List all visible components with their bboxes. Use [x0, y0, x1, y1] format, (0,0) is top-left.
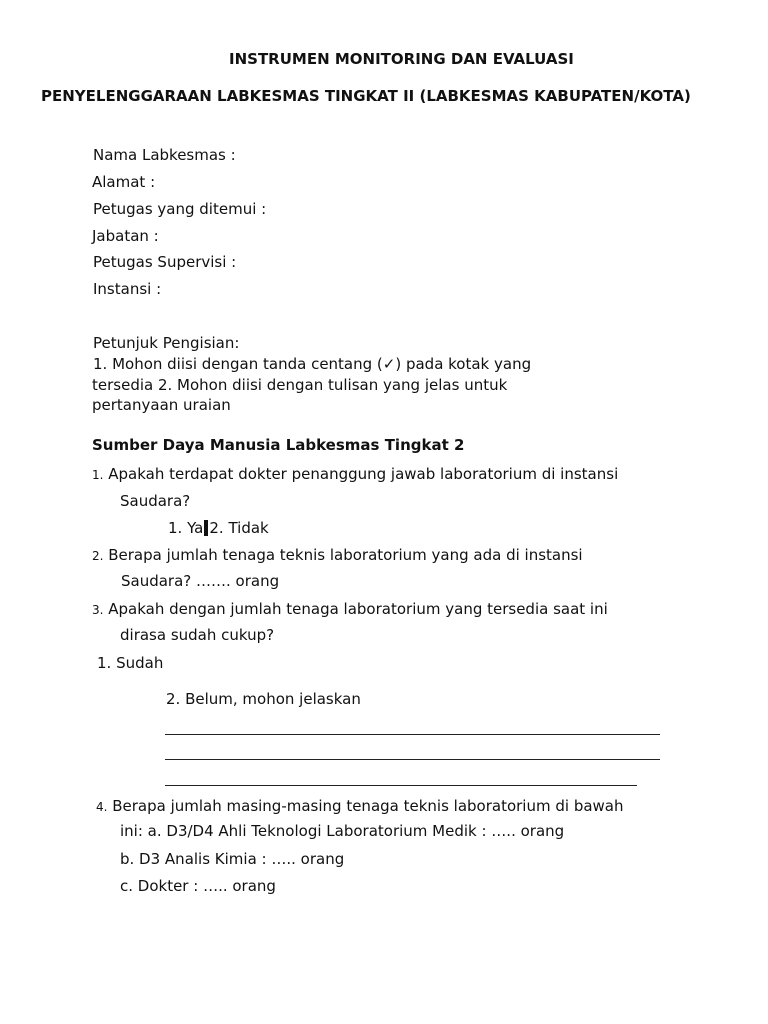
document-subtitle: PENYELENGGARAAN LABKESMAS TINGKAT II (LABKESMAS KABUPATEN/KOTA): [41, 87, 691, 105]
question-text-cont: ini: a. D3/D4 Ahli Teknologi Laboratorium Medik : ….. orang: [120, 822, 565, 840]
question-text-cont: Saudara? ……. orang: [121, 572, 280, 590]
question-text-cont: b. D3 Analis Kimia : ….. orang: [120, 850, 345, 868]
answer-line[interactable]: [165, 759, 660, 760]
question-1-options: [168, 519, 269, 537]
instructions-line: 1. Mohon diisi dengan tanda centang (✓) pada kotak yang: [93, 355, 532, 373]
question-text-cont: Saudara?: [120, 492, 191, 510]
text-cursor: [204, 520, 208, 536]
field-petugas-ditemui: Petugas yang ditemui :: [93, 200, 267, 218]
document-title: INSTRUMEN MONITORING DAN EVALUASI: [229, 50, 574, 68]
field-nama-labkesmas: Nama Labkesmas :: [93, 146, 236, 164]
question-text: Berapa jumlah tenaga teknis laboratorium yang ada di instansi: [108, 546, 583, 564]
question-number: 3.: [92, 603, 104, 617]
option-sudah[interactable]: 1. Sudah: [97, 654, 164, 672]
option-belum[interactable]: 2. Belum, mohon jelaskan: [166, 690, 361, 708]
question-3: [92, 600, 608, 619]
question-2: [92, 546, 583, 565]
option-ya[interactable]: 1. Ya: [168, 519, 204, 537]
field-alamat: Alamat :: [92, 173, 156, 191]
instructions-line: tersedia 2. Mohon diisi dengan tulisan yang jelas untuk: [92, 376, 508, 394]
question-text-cont: c. Dokter : ….. orang: [120, 877, 276, 895]
question-text: Apakah terdapat dokter penanggung jawab laboratorium di instansi: [108, 465, 619, 483]
instructions-heading: Petunjuk Pengisian:: [93, 334, 240, 352]
question-number: 4.: [96, 800, 108, 814]
instructions-line: pertanyaan uraian: [92, 396, 231, 414]
question-4: [96, 797, 624, 816]
option-tidak[interactable]: 2. Tidak: [209, 519, 269, 537]
question-number: 2.: [92, 549, 104, 563]
answer-line[interactable]: [165, 785, 637, 786]
question-1: [92, 465, 618, 484]
answer-line[interactable]: [165, 734, 660, 735]
question-text: Berapa jumlah masing-masing tenaga teknis laboratorium di bawah: [112, 797, 624, 815]
question-text: Apakah dengan jumlah tenaga laboratorium yang tersedia saat ini: [108, 600, 608, 618]
question-number: 1.: [92, 468, 104, 482]
field-instansi: Instansi :: [93, 280, 162, 298]
field-petugas-supervisi: Petugas Supervisi :: [93, 253, 237, 271]
section-heading: Sumber Daya Manusia Labkesmas Tingkat 2: [92, 436, 465, 454]
question-text-cont: dirasa sudah cukup?: [120, 626, 275, 644]
field-jabatan: Jabatan :: [92, 227, 159, 245]
